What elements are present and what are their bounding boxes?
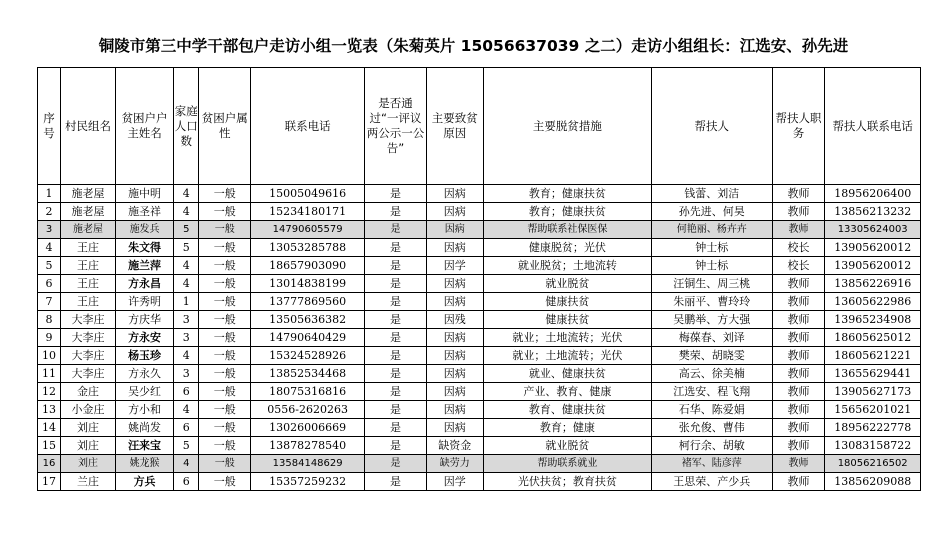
cell-family: 6 — [174, 473, 199, 491]
cell-title: 教师 — [772, 401, 825, 419]
cell-helper: 汪铜生、周三桃 — [651, 275, 772, 293]
cell-group: 兰庄 — [61, 473, 116, 491]
cell-measure: 就业、健康扶贫 — [483, 365, 651, 383]
cell-name: 杨玉珍 — [115, 347, 173, 365]
cell-helper-phone: 13905620012 — [825, 257, 921, 275]
cell-cause: 因病 — [426, 293, 483, 311]
cell-group: 刘庄 — [61, 455, 116, 473]
cell-cause: 因病 — [426, 347, 483, 365]
cell-name: 姚尚发 — [115, 419, 173, 437]
cell-helper: 褚军、陆彦萍 — [651, 455, 772, 473]
cell-type: 一般 — [199, 437, 251, 455]
cell-no: 11 — [38, 365, 61, 383]
cell-group: 王庄 — [61, 239, 116, 257]
cell-public: 是 — [365, 365, 427, 383]
table-row — [38, 419, 921, 437]
cell-cause: 因病 — [426, 239, 483, 257]
cell-title: 教师 — [772, 203, 825, 221]
cell-helper-phone: 15656201021 — [825, 401, 921, 419]
cell-helper-phone: 13305624003 — [825, 221, 921, 239]
cell-group: 施老屋 — [61, 185, 116, 203]
cell-name: 施兰萍 — [115, 257, 173, 275]
cell-helper-phone: 18956222778 — [825, 419, 921, 437]
cell-measure: 产业、教育、健康 — [483, 383, 651, 401]
cell-helper-phone: 18956206400 — [825, 185, 921, 203]
cell-helper: 王思荣、产少兵 — [651, 473, 772, 491]
cell-helper: 钟士标 — [651, 239, 772, 257]
header-title: 帮扶人职务 — [772, 68, 825, 185]
cell-group: 金庄 — [61, 383, 116, 401]
header-group: 村民组名 — [61, 68, 116, 185]
header-helper: 帮扶人 — [651, 68, 772, 185]
cell-type: 一般 — [199, 257, 251, 275]
cell-no: 10 — [38, 347, 61, 365]
cell-type: 一般 — [199, 347, 251, 365]
cell-group: 大李庄 — [61, 365, 116, 383]
header-family: 家庭人口数 — [174, 68, 199, 185]
cell-group: 施老屋 — [61, 203, 116, 221]
cell-helper: 江选安、程飞翔 — [651, 383, 772, 401]
cell-name: 方小和 — [115, 401, 173, 419]
table-row — [38, 203, 921, 221]
page-title: 铜陵市第三中学干部包户走访小组一览表（朱菊英片 15056637039 之二）走访小组组长：江选安、孙先进 — [98, 37, 849, 55]
cell-title: 教师 — [772, 383, 825, 401]
cell-public: 是 — [365, 275, 427, 293]
cell-helper-phone: 13905627173 — [825, 383, 921, 401]
cell-helper: 孙先进、何昊 — [651, 203, 772, 221]
cell-measure: 就业；土地流转；光伏 — [483, 347, 651, 365]
header-cause: 主要致贫原因 — [426, 68, 483, 185]
header-measure: 主要脱贫措施 — [483, 68, 651, 185]
cell-group: 王庄 — [61, 257, 116, 275]
cell-no: 8 — [38, 311, 61, 329]
cell-name: 方兵 — [115, 473, 173, 491]
cell-helper-phone: 13856226916 — [825, 275, 921, 293]
cell-public: 是 — [365, 473, 427, 491]
cell-measure: 光伏扶贫；教育扶贫 — [483, 473, 651, 491]
cell-measure: 就业脱贫 — [483, 275, 651, 293]
cell-name: 朱文得 — [115, 239, 173, 257]
cell-group: 大李庄 — [61, 329, 116, 347]
cell-measure: 教育；健康扶贫 — [483, 185, 651, 203]
cell-helper: 张允俊、曹伟 — [651, 419, 772, 437]
table-row — [38, 311, 921, 329]
cell-type: 一般 — [199, 419, 251, 437]
cell-measure: 健康扶贫 — [483, 293, 651, 311]
table-row — [38, 293, 921, 311]
header-name: 贫困户户主姓名 — [115, 68, 173, 185]
cell-title: 教师 — [772, 329, 825, 347]
cell-title: 教师 — [772, 347, 825, 365]
cell-phone: 0556-2620263 — [251, 401, 365, 419]
cell-group: 施老屋 — [61, 221, 116, 239]
cell-phone: 14790640429 — [251, 329, 365, 347]
cell-phone: 13505636382 — [251, 311, 365, 329]
cell-title: 教师 — [772, 365, 825, 383]
cell-title: 校长 — [772, 239, 825, 257]
cell-family: 6 — [174, 419, 199, 437]
cell-measure: 帮助联系社保医保 — [483, 221, 651, 239]
cell-name: 方永昌 — [115, 275, 173, 293]
cell-type: 一般 — [199, 239, 251, 257]
cell-public: 是 — [365, 383, 427, 401]
cell-no: 17 — [38, 473, 61, 491]
cell-measure: 健康脱贫；光伏 — [483, 239, 651, 257]
cell-name: 方永安 — [115, 329, 173, 347]
cell-cause: 因病 — [426, 203, 483, 221]
cell-helper-phone: 13905620012 — [825, 239, 921, 257]
cell-public: 是 — [365, 401, 427, 419]
table-row — [38, 455, 921, 473]
cell-helper-phone: 13856209088 — [825, 473, 921, 491]
cell-phone: 15234180171 — [251, 203, 365, 221]
cell-family: 5 — [174, 437, 199, 455]
cell-name: 施发兵 — [115, 221, 173, 239]
cell-family: 4 — [174, 401, 199, 419]
cell-cause: 因病 — [426, 365, 483, 383]
cell-no: 16 — [38, 455, 61, 473]
cell-group: 大李庄 — [61, 311, 116, 329]
cell-group: 王庄 — [61, 275, 116, 293]
cell-public: 是 — [365, 455, 427, 473]
cell-no: 15 — [38, 437, 61, 455]
cell-name: 方永久 — [115, 365, 173, 383]
cell-family: 3 — [174, 311, 199, 329]
cell-public: 是 — [365, 437, 427, 455]
cell-measure: 教育；健康扶贫 — [483, 203, 651, 221]
cell-helper: 吴鹏举、方大强 — [651, 311, 772, 329]
cell-name: 汪来宝 — [115, 437, 173, 455]
cell-family: 4 — [174, 347, 199, 365]
cell-no: 2 — [38, 203, 61, 221]
table-row — [38, 239, 921, 257]
cell-helper: 朱丽平、曹玲玲 — [651, 293, 772, 311]
header-row — [38, 68, 921, 185]
cell-cause: 因学 — [426, 257, 483, 275]
cell-helper-phone: 13605622986 — [825, 293, 921, 311]
cell-cause: 因病 — [426, 383, 483, 401]
cell-phone: 18075316816 — [251, 383, 365, 401]
cell-helper: 樊荣、胡晓雯 — [651, 347, 772, 365]
cell-name: 吴少红 — [115, 383, 173, 401]
header-no: 序号 — [38, 68, 61, 185]
cell-type: 一般 — [199, 221, 251, 239]
cell-measure: 教育、健康扶贫 — [483, 401, 651, 419]
cell-name: 施中明 — [115, 185, 173, 203]
table-row — [38, 365, 921, 383]
table-row — [38, 401, 921, 419]
cell-cause: 因病 — [426, 221, 483, 239]
cell-public: 是 — [365, 203, 427, 221]
cell-family: 1 — [174, 293, 199, 311]
cell-helper: 高云、徐美楠 — [651, 365, 772, 383]
cell-phone: 13026006669 — [251, 419, 365, 437]
cell-public: 是 — [365, 347, 427, 365]
cell-type: 一般 — [199, 473, 251, 491]
header-type: 贫困户属性 — [199, 68, 251, 185]
cell-type: 一般 — [199, 311, 251, 329]
cell-phone: 15324528926 — [251, 347, 365, 365]
cell-helper-phone: 13965234908 — [825, 311, 921, 329]
cell-name: 方庆华 — [115, 311, 173, 329]
cell-helper: 梅葆春、刘译 — [651, 329, 772, 347]
cell-cause: 因病 — [426, 419, 483, 437]
cell-family: 3 — [174, 329, 199, 347]
cell-type: 一般 — [199, 401, 251, 419]
cell-family: 4 — [174, 185, 199, 203]
cell-group: 刘庄 — [61, 419, 116, 437]
cell-group: 王庄 — [61, 293, 116, 311]
table-row — [38, 347, 921, 365]
cell-phone: 13584148629 — [251, 455, 365, 473]
cell-public: 是 — [365, 329, 427, 347]
cell-phone: 15005049616 — [251, 185, 365, 203]
cell-group: 小金庄 — [61, 401, 116, 419]
cell-title: 教师 — [772, 275, 825, 293]
cell-helper-phone: 13655629441 — [825, 365, 921, 383]
cell-type: 一般 — [199, 275, 251, 293]
table-row — [38, 257, 921, 275]
table-body — [38, 185, 921, 491]
cell-cause: 因残 — [426, 311, 483, 329]
cell-public: 是 — [365, 221, 427, 239]
cell-helper: 钱蕾、刘洁 — [651, 185, 772, 203]
cell-family: 4 — [174, 203, 199, 221]
cell-type: 一般 — [199, 455, 251, 473]
cell-no: 6 — [38, 275, 61, 293]
cell-no: 7 — [38, 293, 61, 311]
cell-public: 是 — [365, 185, 427, 203]
cell-no: 9 — [38, 329, 61, 347]
cell-phone: 15357259232 — [251, 473, 365, 491]
cell-helper-phone: 13856213232 — [825, 203, 921, 221]
cell-type: 一般 — [199, 329, 251, 347]
cell-family: 4 — [174, 275, 199, 293]
cell-name: 姚龙猴 — [115, 455, 173, 473]
cell-measure: 就业脱贫 — [483, 437, 651, 455]
cell-cause: 因病 — [426, 275, 483, 293]
cell-no: 14 — [38, 419, 61, 437]
cell-title: 教师 — [772, 419, 825, 437]
cell-title: 教师 — [772, 293, 825, 311]
cell-cause: 因病 — [426, 401, 483, 419]
cell-name: 许秀明 — [115, 293, 173, 311]
table-row — [38, 185, 921, 203]
cell-helper-phone: 18056216502 — [825, 455, 921, 473]
cell-title: 教师 — [772, 455, 825, 473]
cell-phone: 13852534468 — [251, 365, 365, 383]
cell-public: 是 — [365, 257, 427, 275]
cell-family: 4 — [174, 455, 199, 473]
cell-title: 教师 — [772, 221, 825, 239]
cell-phone: 13777869560 — [251, 293, 365, 311]
cell-no: 5 — [38, 257, 61, 275]
cell-measure: 健康扶贫 — [483, 311, 651, 329]
cell-type: 一般 — [199, 185, 251, 203]
cell-phone: 13053285788 — [251, 239, 365, 257]
cell-family: 3 — [174, 365, 199, 383]
cell-no: 13 — [38, 401, 61, 419]
cell-type: 一般 — [199, 383, 251, 401]
cell-no: 12 — [38, 383, 61, 401]
cell-helper-phone: 18605621221 — [825, 347, 921, 365]
table-row — [38, 221, 921, 239]
cell-title: 教师 — [772, 311, 825, 329]
cell-measure: 教育；健康 — [483, 419, 651, 437]
cell-family: 6 — [174, 383, 199, 401]
table-header — [38, 68, 921, 185]
header-helper-phone: 帮扶人联系电话 — [825, 68, 921, 185]
cell-helper: 何艳丽、杨卉卉 — [651, 221, 772, 239]
table-row — [38, 473, 921, 491]
cell-phone: 13014838199 — [251, 275, 365, 293]
cell-no: 3 — [38, 221, 61, 239]
cell-no: 4 — [38, 239, 61, 257]
cell-measure: 帮助联系就业 — [483, 455, 651, 473]
cell-type: 一般 — [199, 293, 251, 311]
cell-helper-phone: 18605625012 — [825, 329, 921, 347]
cell-measure: 就业；土地流转；光伏 — [483, 329, 651, 347]
cell-public: 是 — [365, 311, 427, 329]
cell-group: 大李庄 — [61, 347, 116, 365]
cell-title: 教师 — [772, 473, 825, 491]
cell-no: 1 — [38, 185, 61, 203]
cell-family: 4 — [174, 257, 199, 275]
cell-title: 教师 — [772, 185, 825, 203]
cell-phone: 18657903090 — [251, 257, 365, 275]
cell-helper: 柯行余、胡敏 — [651, 437, 772, 455]
cell-type: 一般 — [199, 365, 251, 383]
roster-table — [37, 67, 921, 491]
cell-cause: 因病 — [426, 329, 483, 347]
cell-cause: 因学 — [426, 473, 483, 491]
cell-public: 是 — [365, 293, 427, 311]
cell-group: 刘庄 — [61, 437, 116, 455]
header-phone: 联系电话 — [251, 68, 365, 185]
cell-title: 教师 — [772, 437, 825, 455]
cell-phone: 14790605579 — [251, 221, 365, 239]
table-row — [38, 383, 921, 401]
cell-phone: 13878278540 — [251, 437, 365, 455]
cell-cause: 缺劳力 — [426, 455, 483, 473]
table-row — [38, 329, 921, 347]
cell-title: 校长 — [772, 257, 825, 275]
cell-type: 一般 — [199, 203, 251, 221]
cell-family: 5 — [174, 221, 199, 239]
cell-helper: 钟士标 — [651, 257, 772, 275]
cell-cause: 因病 — [426, 185, 483, 203]
cell-name: 施圣祥 — [115, 203, 173, 221]
cell-helper: 石华、陈爱娟 — [651, 401, 772, 419]
cell-public: 是 — [365, 419, 427, 437]
cell-cause: 缺资金 — [426, 437, 483, 455]
table-row — [38, 437, 921, 455]
table-row — [38, 275, 921, 293]
header-public: 是否通过“一评议两公示一公告” — [365, 68, 427, 185]
cell-helper-phone: 13083158722 — [825, 437, 921, 455]
cell-public: 是 — [365, 239, 427, 257]
cell-family: 5 — [174, 239, 199, 257]
cell-measure: 就业脱贫；土地流转 — [483, 257, 651, 275]
